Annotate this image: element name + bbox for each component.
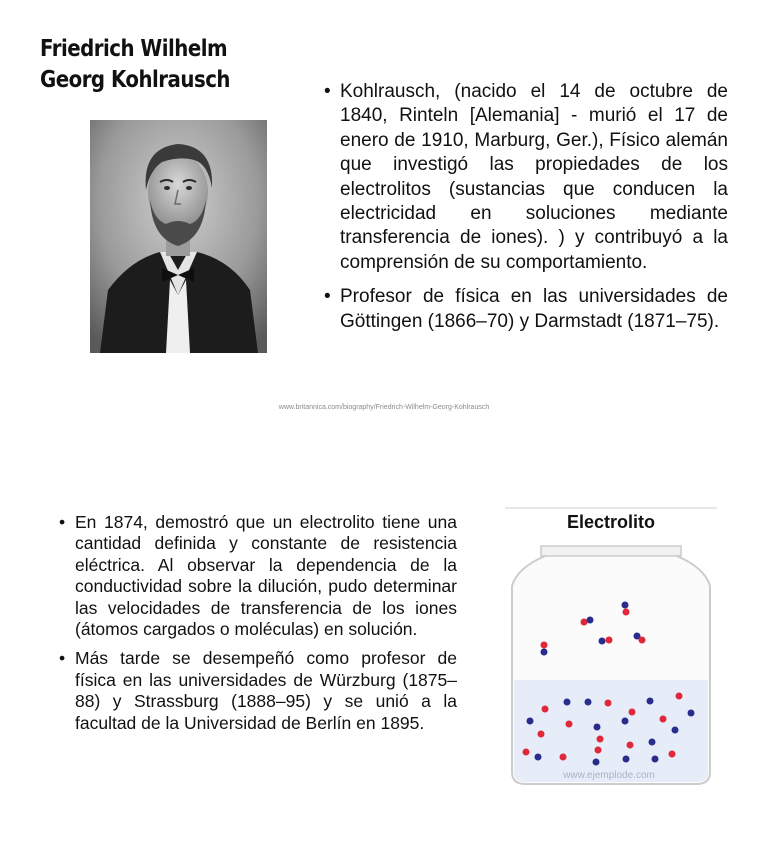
figure-watermark: www.ejemplode.com (563, 770, 655, 781)
research-list (57, 512, 457, 742)
list-item: • Profesor de física en las universidades de Göttingen (1866–70) y Darmstadt (1871–75). (322, 285, 728, 334)
page-title (40, 34, 264, 96)
source-link[interactable]: www.britannica.com/biography/Friedrich-Wilhelm-Georg-Kohlrausch (278, 404, 490, 411)
figure-heading: Electrolito (566, 512, 656, 532)
title-line-2: Georg Kohlrausch (40, 67, 230, 93)
list-item: • En 1874, demostró que un electrolito tiene una cantidad definida y constante de resistencia eléctrica. Al observar la dependencia de la conductividad sobre la dilución, pudo determinar las velocidades de transferencia de los iones (átomos cargados o moléculas) en solución. (57, 512, 457, 640)
portrait-photo (90, 120, 267, 353)
list-item: • Más tarde se desempeñó como profesor de física en las universidades de Würzburg (1875–88) y Strassburg (1888–95) y se unió a la facultad de la Universidad de Berlín en 1895. (57, 648, 457, 734)
title-line-1: Friedrich Wilhelm (40, 36, 228, 62)
biography-list (322, 80, 728, 344)
jar-lid (541, 546, 681, 556)
electrolyte-figure (505, 506, 717, 792)
list-item: • Kohlrausch, (nacido el 14 de octubre de 1840, Rinteln [Alemania] - murió el 17 de enero de 1910, Marburg, Ger.), Físico alemán que investigó las propiedades de los electrolitos (sustancias que conducen la electricidad en soluciones mediante transferencia de iones). ) y contribuyó a la comprensión de su comportamiento. (322, 80, 728, 275)
